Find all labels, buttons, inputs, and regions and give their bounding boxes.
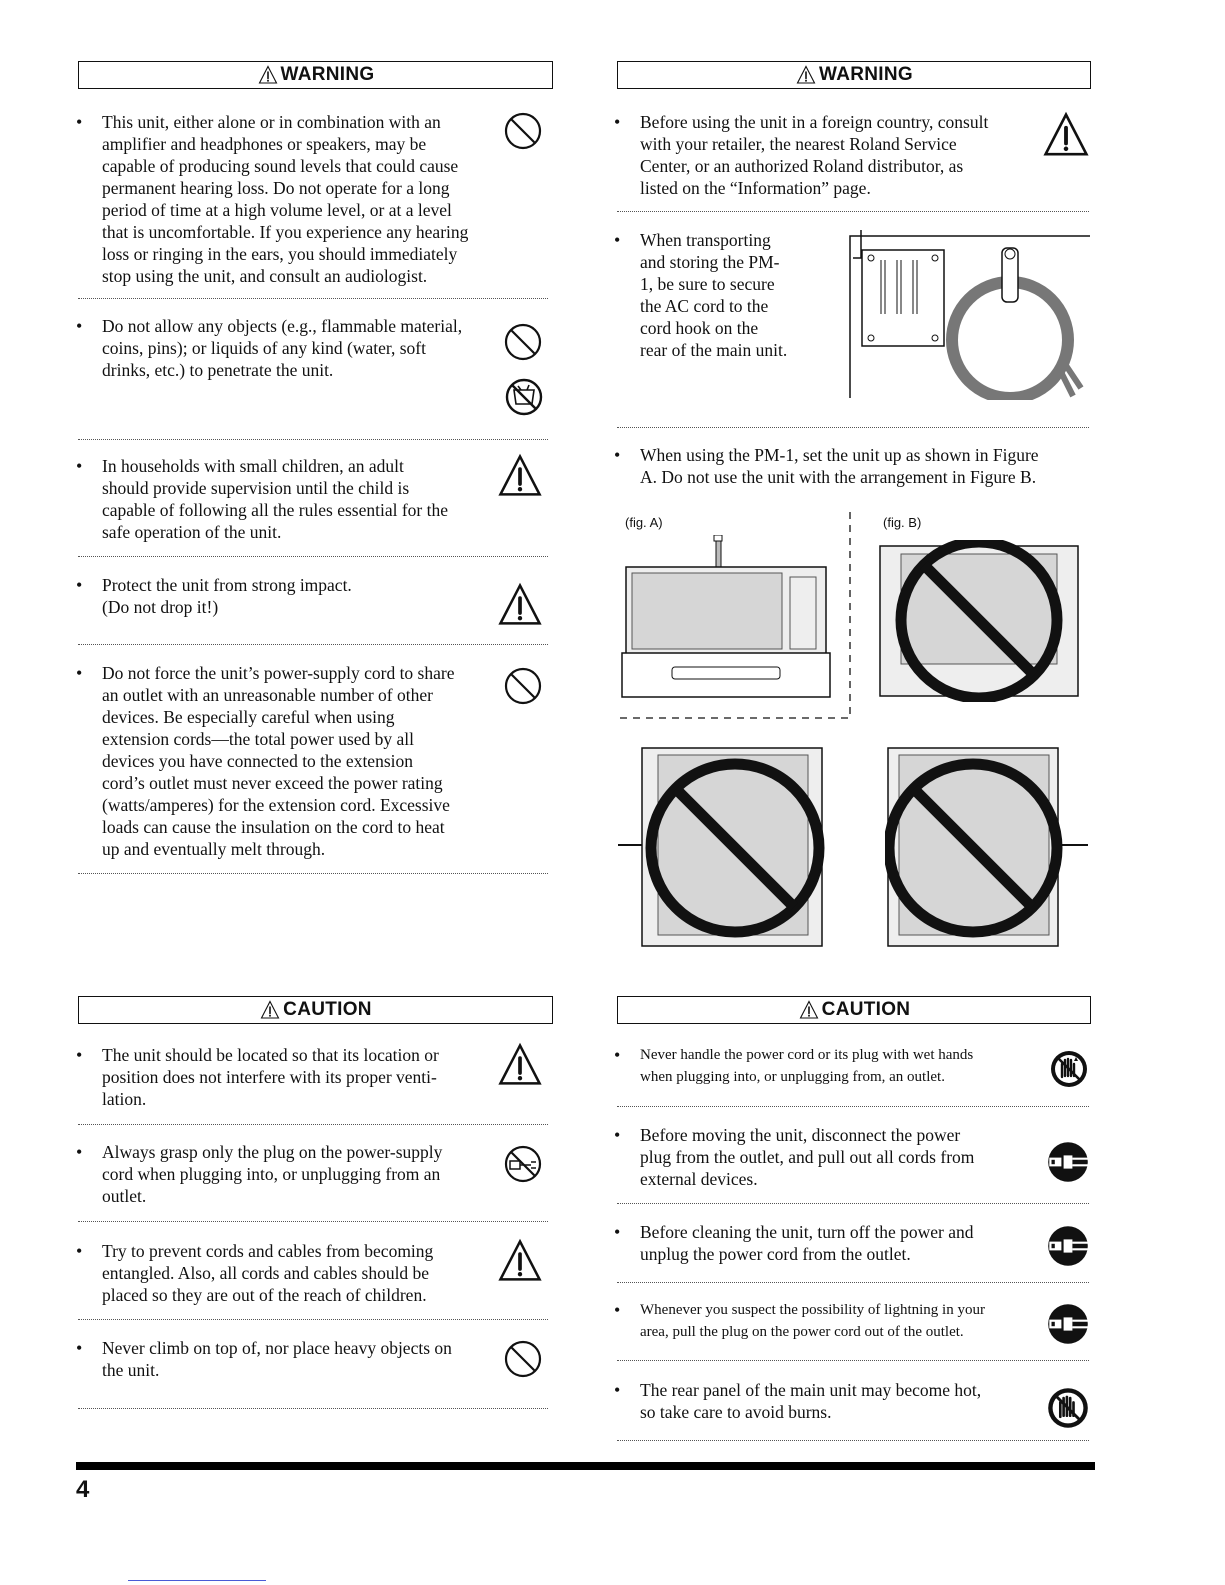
caution-item: • The unit should be located so that its location or position does not interfere with its proper venti- lation. bbox=[76, 1045, 439, 1109]
warning-header-right bbox=[617, 61, 1091, 89]
fig-b-incorrect-setup-1 bbox=[877, 540, 1082, 702]
warning-header-left bbox=[78, 61, 553, 89]
divider bbox=[78, 1319, 548, 1320]
caution-item: • Always grasp only the plug on the power-supply cord when plugging into, or unplugging from an outlet. bbox=[76, 1142, 443, 1206]
fig-a-label: (fig. A) bbox=[625, 515, 663, 530]
caution-header-left bbox=[78, 996, 553, 1024]
caution-item-text: Whenever you suspect the possibility of lightning in your area, pull the plug on the power cord out of the outlet. bbox=[640, 1302, 985, 1340]
caution-item: • Never handle the power cord or its plug with wet hands when plugging into, or unplugging from, an outlet. bbox=[614, 1044, 1054, 1090]
page-footer-bar bbox=[76, 1462, 1095, 1470]
fig-b-label: (fig. B) bbox=[883, 515, 922, 530]
bottom-rule bbox=[128, 1580, 266, 1581]
warning-header-label: WARNING bbox=[280, 64, 375, 85]
divider bbox=[617, 1440, 1089, 1441]
warning-header-label: WARNING bbox=[819, 64, 913, 85]
divider bbox=[78, 1408, 548, 1409]
caution-item: • Before moving the unit, disconnect the power plug from the outlet, and pull out all cords from external devices. bbox=[614, 1125, 975, 1189]
cord-hook-illustration bbox=[845, 228, 1090, 400]
fig-a-correct-setup bbox=[620, 535, 832, 700]
warning-item-text: When transporting and storing the PM- 1, be sure to secure the AC cord to the cord hook on the rear of the main unit. bbox=[640, 230, 788, 360]
divider bbox=[78, 1221, 548, 1222]
prohibited-icon bbox=[503, 666, 543, 706]
fig-b-incorrect-setup-2 bbox=[618, 745, 826, 950]
divider bbox=[78, 298, 548, 299]
warning-triangle-icon bbox=[259, 1000, 281, 1020]
caution-header-right bbox=[617, 996, 1091, 1024]
fig-b-incorrect-setup-3 bbox=[885, 745, 1090, 950]
divider bbox=[78, 439, 548, 440]
caution-item-text: Try to prevent cords and cables from becoming entangled. Also, all cords and cables should be placed so they are out of the reach of children. bbox=[102, 1241, 434, 1305]
divider bbox=[78, 1124, 548, 1125]
caution-item: • The rear panel of the main unit may become hot, so take care to avoid burns. bbox=[614, 1380, 982, 1422]
warning-item: • When transporting and storing the PM- 1, be sure to secure the AC cord to the cord hook on the rear of the main unit. bbox=[614, 230, 788, 360]
caution-item-text: Before cleaning the unit, turn off the power and unplug the power cord from the outlet. bbox=[640, 1222, 974, 1264]
warning-item: • Do not force the unit’s power-supply cord to share an outlet with an unreasonable number of other devices. Be especially careful when using extension cords—the total power used by all devices you have connected to the extension cord’s outlet must never exceed the power rating (watts/amperes) for the extension cord. Excessive loads can cause the insulation on the cord to heat up and eventually melt through. bbox=[76, 663, 455, 859]
warning-triangle-icon bbox=[497, 582, 543, 628]
prohibited-plug-icon bbox=[503, 1144, 543, 1184]
caution-item-text: Never climb on top of, nor place heavy objects on the unit. bbox=[102, 1338, 452, 1380]
divider bbox=[617, 427, 1089, 428]
divider bbox=[617, 1106, 1089, 1107]
divider bbox=[78, 873, 548, 874]
caution-item-text: The unit should be located so that its location or position does not interfere with its proper venti- lation. bbox=[102, 1045, 439, 1109]
caution-header-label: CAUTION bbox=[821, 999, 911, 1020]
warning-triangle-icon bbox=[1042, 111, 1090, 159]
caution-item: • Try to prevent cords and cables from becoming entangled. Also, all cords and cables should be placed so they are out of the reach of children. bbox=[76, 1241, 434, 1305]
caution-header-label: CAUTION bbox=[283, 999, 372, 1020]
divider bbox=[78, 556, 548, 557]
warning-triangle-icon bbox=[497, 453, 543, 499]
prohibited-icon bbox=[503, 111, 543, 151]
warning-triangle-icon bbox=[257, 65, 279, 85]
warning-item-text: This unit, either alone or in combination with an amplifier and headphones or speakers, may be capable of producing sound levels that could cause permanent hearing loss. Do not operate for a long period of time at a high volume level, or at a level that is uncomfortable. If you experience any hearing loss or ringing in the ears, you should immediately stop using the unit, and consult an audiologist. bbox=[102, 112, 469, 286]
caution-item: • Whenever you suspect the possibility of lightning in your area, pull the plug on the power cord out of the outlet. bbox=[614, 1299, 1054, 1345]
caution-item: • Before cleaning the unit, turn off the power and unplug the power cord from the outlet. bbox=[614, 1222, 974, 1264]
warning-item-text: In households with small children, an adult should provide supervision until the child is capable of following all the rules essential for the safe operation of the unit. bbox=[102, 456, 448, 542]
prohibited-icon bbox=[503, 322, 543, 362]
no-wet-hands-icon bbox=[1049, 1049, 1089, 1089]
warning-item-text: Before using the unit in a foreign country, consult with your retailer, the nearest Roland Service Center, or an authorized Roland distributor, as listed on the “Information” page. bbox=[640, 112, 989, 198]
hot-surface-icon bbox=[1046, 1386, 1090, 1430]
divider bbox=[78, 644, 548, 645]
divider bbox=[617, 1282, 1089, 1283]
warning-triangle-icon bbox=[798, 1000, 820, 1020]
warning-item: • Do not allow any objects (e.g., flammable material, coins, pins); or liquids of any kind (water, soft drinks, etc.) to penetrate the unit. bbox=[76, 316, 463, 380]
warning-item: • Before using the unit in a foreign country, consult with your retailer, the nearest Roland Service Center, or an authorized Roland distributor, as listed on the “Information” page. bbox=[614, 112, 989, 198]
warning-item-text: When using the PM-1, set the unit up as shown in Figure A. Do not use the unit with the arrangement in Figure B. bbox=[640, 445, 1039, 487]
prohibited-icon bbox=[503, 1339, 543, 1379]
warning-item: • Protect the unit from strong impact. (Do not drop it!) bbox=[76, 575, 352, 617]
warning-triangle-icon bbox=[497, 1238, 543, 1284]
divider bbox=[617, 1360, 1089, 1361]
caution-item: • Never climb on top of, nor place heavy objects on the unit. bbox=[76, 1338, 452, 1380]
warning-item: • This unit, either alone or in combination with an amplifier and headphones or speakers, may be capable of producing sound levels that could cause permanent hearing loss. Do not operate for a long period of time at a high volume level, or at a level that is uncomfortable. If you experience any hearing loss or ringing in the ears, you should immediately stop using the unit, and consult an audiologist. bbox=[76, 112, 469, 286]
warning-triangle-icon bbox=[497, 1042, 543, 1088]
caution-item-text: The rear panel of the main unit may become hot, so take care to avoid burns. bbox=[640, 1380, 982, 1422]
caution-item-text: Before moving the unit, disconnect the power plug from the outlet, and pull out all cords from external devices. bbox=[640, 1125, 975, 1189]
caution-item-text: Always grasp only the plug on the power-supply cord when plugging into, or unplugging from an outlet. bbox=[102, 1142, 443, 1206]
caution-item-text: Never handle the power cord or its plug with wet hands when plugging into, or unplugging from, an outlet. bbox=[640, 1047, 974, 1085]
warning-triangle-icon bbox=[795, 65, 817, 85]
page-number: 4 bbox=[76, 1476, 90, 1503]
no-liquids-icon bbox=[505, 378, 543, 416]
unplug-icon bbox=[1046, 1224, 1090, 1268]
unplug-icon bbox=[1046, 1302, 1090, 1346]
warning-item: • In households with small children, an adult should provide supervision until the child is capable of following all the rules essential for the safe operation of the unit. bbox=[76, 456, 448, 542]
divider bbox=[617, 211, 1089, 212]
warning-item-text: Protect the unit from strong impact. (Do not drop it!) bbox=[102, 575, 352, 617]
warning-item-text: Do not force the unit’s power-supply cord to share an outlet with an unreasonable number of other devices. Be especially careful when using extension cords—the total power used by all devices you have connected to the extension cord’s outlet must never exceed the power rating (watts/amperes) for the extension cord. Excessive loads can cause the insulation on the cord to heat up and eventually melt through. bbox=[102, 663, 455, 859]
divider bbox=[617, 1203, 1089, 1204]
warning-item-text: Do not allow any objects (e.g., flammable material, coins, pins); or liquids of any kind (water, soft drinks, etc.) to penetrate the unit. bbox=[102, 316, 463, 380]
warning-item: • When using the PM-1, set the unit up as shown in Figure A. Do not use the unit with the arrangement in Figure B. bbox=[614, 445, 1039, 487]
unplug-icon bbox=[1046, 1140, 1090, 1184]
